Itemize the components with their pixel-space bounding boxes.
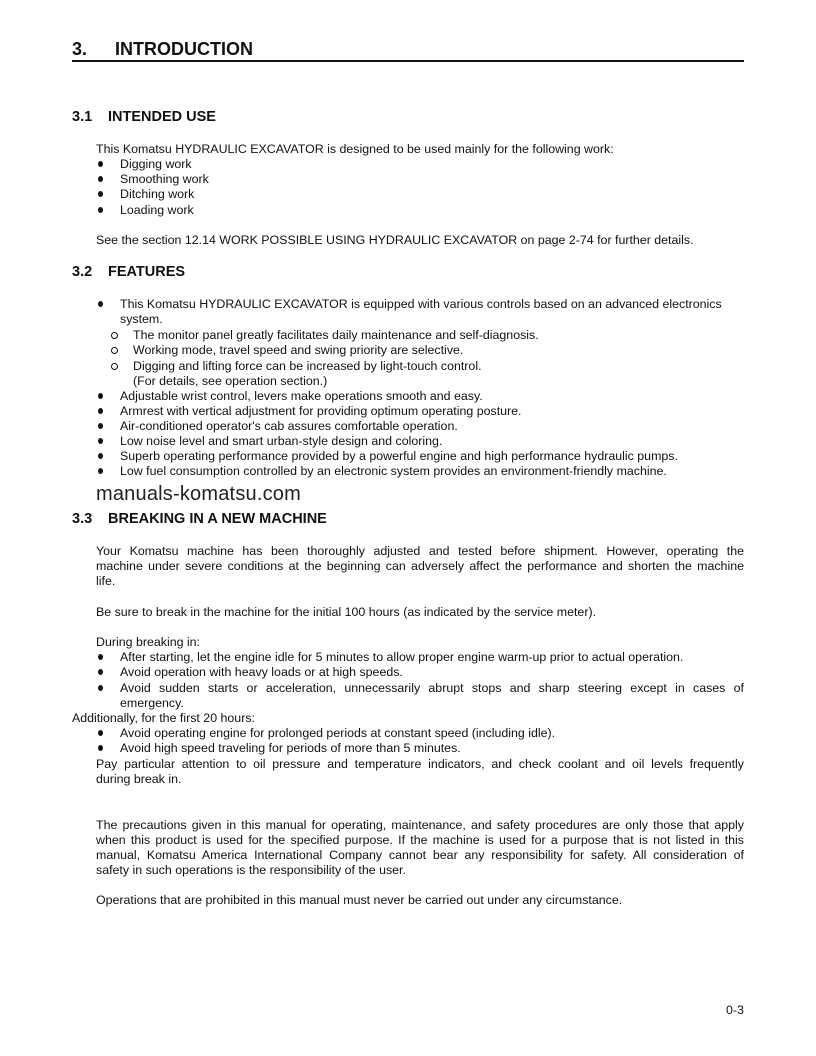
title-rule	[72, 60, 744, 62]
list-item-cont: emergency.	[120, 696, 184, 710]
section-3-3-number: 3.3	[72, 511, 93, 527]
bullet-icon	[98, 438, 103, 444]
bullet-icon	[98, 730, 103, 736]
list-item: Avoid operating engine for prolonged periods at constant speed (including idle).	[120, 726, 556, 740]
list-item: Avoid sudden starts or acceleration, unnecessarily abrupt stops and sharp steering except in cases of	[120, 681, 744, 695]
section-3-1-title: INTENDED USE	[108, 109, 216, 125]
chapter-title	[72, 39, 253, 60]
bullet-icon	[98, 408, 103, 414]
bullet-icon	[98, 468, 103, 474]
list-item: Avoid high speed traveling for periods of more than 5 minutes.	[120, 741, 461, 755]
see-section-note: See the section 12.14 WORK POSSIBLE USING HYDRAULIC EXCAVATOR on page 2-74 for further details.	[96, 233, 694, 247]
feature-sub-item: Working mode, travel speed and swing priority are selective.	[133, 343, 464, 357]
bullet-icon	[98, 654, 103, 660]
list-item: Smoothing work	[120, 172, 209, 186]
section-3-3-title: BREAKING IN A NEW MACHINE	[108, 511, 327, 527]
circle-bullet-icon	[111, 363, 118, 370]
list-item: After starting, let the engine idle for 5 minutes to allow proper engine warm-up prior to actual operation.	[120, 650, 684, 664]
bullet-icon	[98, 393, 103, 399]
bullet-icon	[98, 745, 103, 751]
section-3-1-number: 3.1	[72, 109, 93, 125]
during-breaking-in-label: During breaking in:	[96, 635, 201, 649]
paragraph-line: Your Komatsu machine has been thoroughly adjusted and tested before shipment. However, operating the	[96, 544, 744, 558]
watermark: manuals-komatsu.com	[96, 483, 301, 505]
additionally-label: Additionally, for the first 20 hours:	[72, 711, 255, 725]
paragraph-line: manual, Komatsu America International Company cannot bear any responsibility for safety. All consideration of	[96, 848, 744, 862]
feature-item: Low fuel consumption controlled by an electronic system provides an environment-friendly machine.	[120, 464, 667, 478]
feature-sub-item: The monitor panel greatly facilitates daily maintenance and self-diagnosis.	[133, 328, 539, 342]
feature-sub-item: Digging and lifting force can be increased by light-touch control.	[133, 359, 482, 373]
bullet-icon	[98, 685, 103, 691]
paragraph-line: The precautions given in this manual for operating, maintenance, and safety procedures are only those that apply	[96, 818, 744, 832]
break-in-hours-text: Be sure to break in the machine for the initial 100 hours (as indicated by the service meter).	[96, 605, 597, 619]
bullet-icon	[98, 669, 103, 675]
bullet-icon	[98, 423, 103, 429]
page-number: 0-3	[726, 1003, 744, 1017]
feature-item: Superb operating performance provided by a powerful engine and high performance hydraulic pumps.	[120, 449, 678, 463]
feature-item: Low noise level and smart urban-style design and coloring.	[120, 434, 443, 448]
paragraph-line: safety in such operations is the responsibility of the user.	[96, 863, 406, 877]
paragraph-line: machine under severe conditions at the beginning can adversely affect the performance and shorten the machine	[96, 559, 744, 573]
list-item: Ditching work	[120, 187, 195, 201]
prohibited-operations-text: Operations that are prohibited in this manual must never be carried out under any circumstance.	[96, 893, 623, 907]
paragraph-line: during break in.	[96, 772, 182, 786]
feature-item-cont: system.	[120, 312, 163, 326]
bullet-icon	[98, 453, 103, 459]
paragraph-line: when this product is used for the specified purpose. If the machine is used for a purpose that is not listed in this	[96, 833, 744, 847]
section-3-2-title: FEATURES	[108, 264, 186, 280]
intended-use-intro: This Komatsu HYDRAULIC EXCAVATOR is designed to be used mainly for the following work:	[96, 142, 614, 156]
section-3-2-number: 3.2	[72, 264, 93, 280]
list-item: Loading work	[120, 203, 194, 217]
bullet-icon	[98, 207, 103, 213]
circle-bullet-icon	[111, 332, 118, 339]
feature-sub-item-cont: (For details, see operation section.)	[133, 374, 328, 388]
feature-item: Armrest with vertical adjustment for providing optimum operating posture.	[120, 404, 522, 418]
bullet-icon	[98, 161, 103, 167]
feature-item: This Komatsu HYDRAULIC EXCAVATOR is equipped with various controls based on an advanced electronics	[120, 297, 722, 311]
feature-item: Air-conditioned operator's cab assures comfortable operation.	[120, 419, 458, 433]
list-item: Digging work	[120, 157, 192, 171]
bullet-icon	[98, 176, 103, 182]
paragraph-line: life.	[96, 574, 116, 588]
list-item: Avoid operation with heavy loads or at high speeds.	[120, 665, 403, 679]
paragraph-line: Pay particular attention to oil pressure and temperature indicators, and check coolant and oil levels frequently	[96, 757, 744, 771]
chapter-title-text: INTRODUCTION	[115, 39, 253, 59]
bullet-icon	[98, 191, 103, 197]
feature-item: Adjustable wrist control, levers make operations smooth and easy.	[120, 389, 483, 403]
circle-bullet-icon	[111, 347, 118, 354]
bullet-icon	[98, 301, 103, 307]
chapter-number: 3.	[72, 39, 88, 59]
